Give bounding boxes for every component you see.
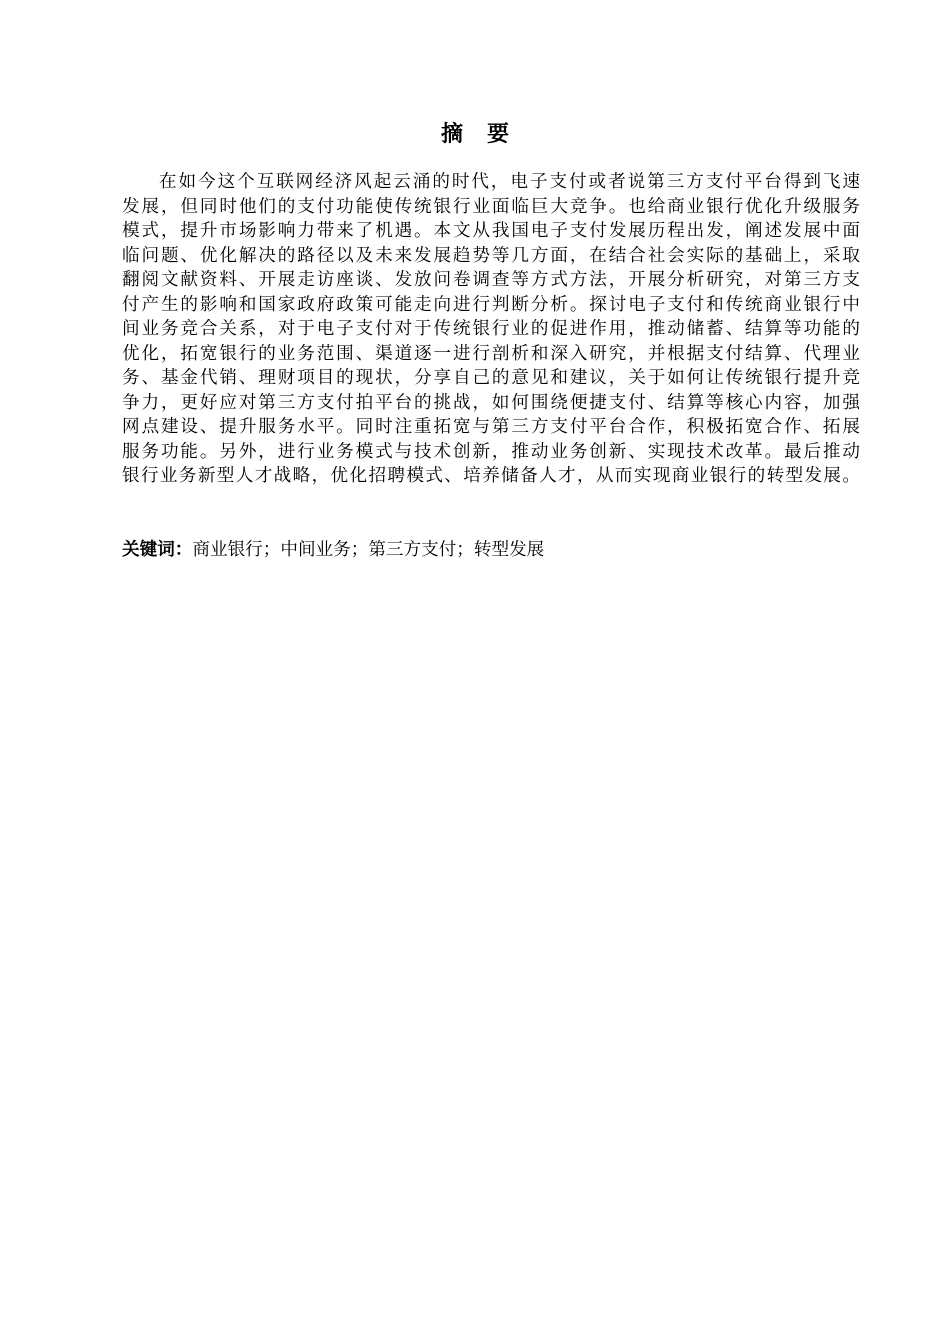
abstract-line: 间业务竞合关系，对于电子支付对于传统银行业的促进作用，推动储蓄、结算等功能的 [122,319,860,339]
abstract-line: 网点建设、提升服务水平。同时注重拓宽与第三方支付平台合作，积极拓宽合作、拓展 [122,417,860,437]
abstract-line: 务、基金代销、理财项目的现状，分享自己的意见和建议，关于如何让传统银行提升竞 [122,368,860,388]
abstract-title-char-2: 要 [487,122,510,147]
keywords-value: 商业银行；中间业务；第三方支付；转型发展 [192,540,545,560]
abstract-title [0,119,950,151]
keywords-line [122,537,544,563]
abstract-line: 发展，但同时他们的支付功能使传统银行业面临巨大竞争。也给商业银行优化升级服务 [122,196,860,217]
abstract-line: 临问题、优化解决的路径以及未来发展趋势等几方面，在结合社会实际的基础上，采取 [122,245,860,266]
abstract-line: 模式，提升市场影响力带来了机遇。本文从我国电子支付发展历程出发，阐述发展中面 [122,221,860,241]
abstract-body [122,170,860,489]
abstract-line: 银行业务新型人才战略，优化招聘模式、培养储备人才，从而实现商业银行的转型发展。 [122,466,860,486]
keywords-label: 关键词： [122,540,193,560]
abstract-line: 优化，拓宽银行的业务范围、渠道逐一进行剖析和深入研究，并根据支付结算、代理业 [122,343,860,364]
abstract-line: 翻阅文献资料、开展走访座谈、发放问卷调查等方式方法，开展分析研究，对第三方支 [122,270,860,290]
abstract-line: 争力，更好应对第三方支付拍平台的挑战，如何围绕便捷支付、结算等核心内容，加强 [122,392,860,413]
abstract-line: 在如今这个互联网经济风起云涌的时代，电子支付或者说第三方支付平台得到飞速 [159,172,860,192]
abstract-title-char-1: 摘 [440,122,463,147]
abstract-line: 付产生的影响和国家政府政策可能走向进行判断分析。探讨电子支付和传统商业银行中 [122,294,860,315]
abstract-line: 服务功能。另外，进行业务模式与技术创新，推动业务创新、实现技术改革。最后推动 [122,441,860,462]
